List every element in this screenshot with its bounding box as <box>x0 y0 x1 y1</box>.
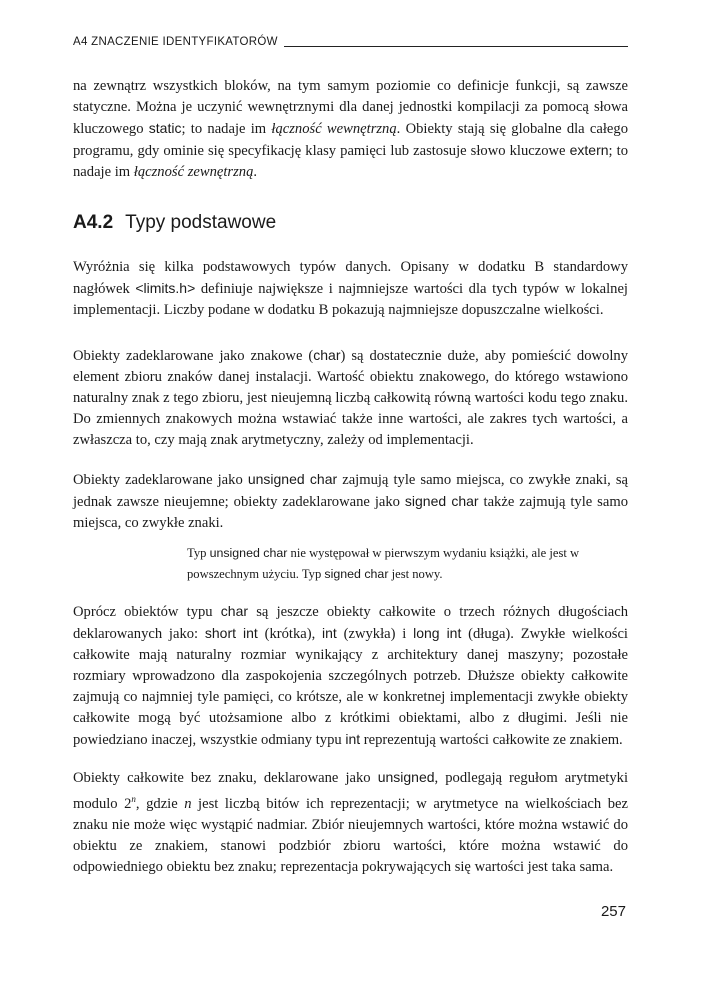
term-internal-linkage: łączność wewnętrzną <box>271 121 397 137</box>
keyword-int: int <box>345 731 361 747</box>
keyword-signed-char: signed char <box>404 493 479 509</box>
running-header <box>73 36 628 52</box>
keyword-extern: extern <box>569 142 609 158</box>
side-note: Typ unsigned char nie występował w pierwszym wydaniu książki, ale jest w powszechnym użyciu. Typ signed char jest nowy. <box>187 546 580 581</box>
section-heading <box>73 212 276 234</box>
term-external-linkage: łączność zewnętrzną <box>133 164 254 180</box>
keyword-static: static <box>148 120 182 136</box>
paragraph-int-sizes: Oprócz obiektów typu char są jeszcze obiekty całkowite o trzech różnych długościach deklarowanych jako: short int (krótka), int (zwykła) i long int (długa). Zwykłe wielkości całkowite mają naturalny rozmiar wynikający z architektury danej maszyny; pozostałe rozmiary wprowadzono dla zaspokojenia szczególnych potrzeb. Dłuższe obiekty całkowite zajmują co najmniej tyle pamięci, co krótsze, ale w konkretnej implementacji zwykłe obiekty całkowite mogą być utożsamione albo z krótkimi obiektami, albo z długimi. Jeśli nie powiedziano inaczej, wszystkie odmiany typu int reprezentują wartości całkowite ze znakiem. <box>73 603 628 748</box>
section-number: A4.2 <box>73 212 114 233</box>
keyword-unsigned: unsigned <box>377 769 435 785</box>
keyword-char: char <box>313 347 341 363</box>
keyword-long-int: long int <box>413 625 462 641</box>
page-number: 257 <box>600 903 626 920</box>
keyword-char: char <box>220 603 249 619</box>
keyword-unsigned-char: unsigned char <box>247 471 338 487</box>
paragraph-char: Obiekty zadeklarowane jako znakowe (char) są dostatecznie duże, aby pomieścić dowolny element zbioru znaków danej instalacji. Wartość obiektu znakowego, do którego wstawiono naturalny znak z tego zbioru, jest nieujemną liczbą całkowitą równą wartości kodu tego znaku. Do zmiennych znakowych można wstawiać także inne wartości, ale zakres tych wartości, a zwłaszcza to, czy mają znak arytmetyczny, zależy od implementacji. <box>73 347 628 448</box>
paragraph-basic-types: Wyróżnia się kilka podstawowych typów danych. Opisany w dodatku B standardowy nagłówek <limits.h> definiuje największe i najmniejsze wartości dla tych typów w lokalnej implementacji. Liczby podane w dodatku B pokazują najmniejsze dopuszczalne wielkości. <box>73 259 628 318</box>
paragraph-unsigned: Obiekty całkowite bez znaku, deklarowane jako unsigned, podlegają regułom arytmetyki modulo 2$^n$, gdzie n jest liczbą bitów ich reprezentacji; w arytmetyce na wielkościach bez znaku nie może więc wystąpić nadmiar. Zbiór nieujemnych wartości, które można wstawić do obiektu ze znakiem, stanowi podzbiór zbioru wartości, które można wstawić do odpowiedniego obiektu bez znaku; reprezentacja pokrywających się wartości jest taka sama. <box>73 769 629 875</box>
variable-n: n <box>184 795 192 812</box>
keyword-signed-char: signed char <box>324 567 389 581</box>
keyword-short-int: short int <box>204 625 258 641</box>
keyword-limits-h: <limits.h> <box>135 280 196 296</box>
intro-paragraph: na zewnątrz wszystkich bloków, na tym samym poziomie co definicje funkcji, są zawsze statyczne. Można je uczynić wewnętrznymi dla danej jednostki kompilacji za pomocą słowa kluczowego static; to nadaje im łączność wewnętrzną. Obiekty stają się globalne dla całego programu, gdy ominie się specyfikację klasy pamięci lub zastosuje słowo kluczowe extern; to nadaje im łączność zewnętrzną. <box>73 78 629 180</box>
keyword-int: int <box>322 625 337 641</box>
running-title: A4 ZNACZENIE IDENTYFIKATORÓW <box>73 36 284 48</box>
exponent-n: n <box>131 794 136 804</box>
keyword-unsigned-char: unsigned char <box>209 546 288 560</box>
section-title: Typy podstawowe <box>125 212 277 233</box>
paragraph-unsigned-char: Obiekty zadeklarowane jako unsigned char zajmują tyle samo miejsca, co zwykłe znaki, są jednak zawsze nieujemne; obiekty zadeklarowane jako signed char także zajmują tyle samo miejsca, co zwykłe znaki. <box>73 471 629 531</box>
